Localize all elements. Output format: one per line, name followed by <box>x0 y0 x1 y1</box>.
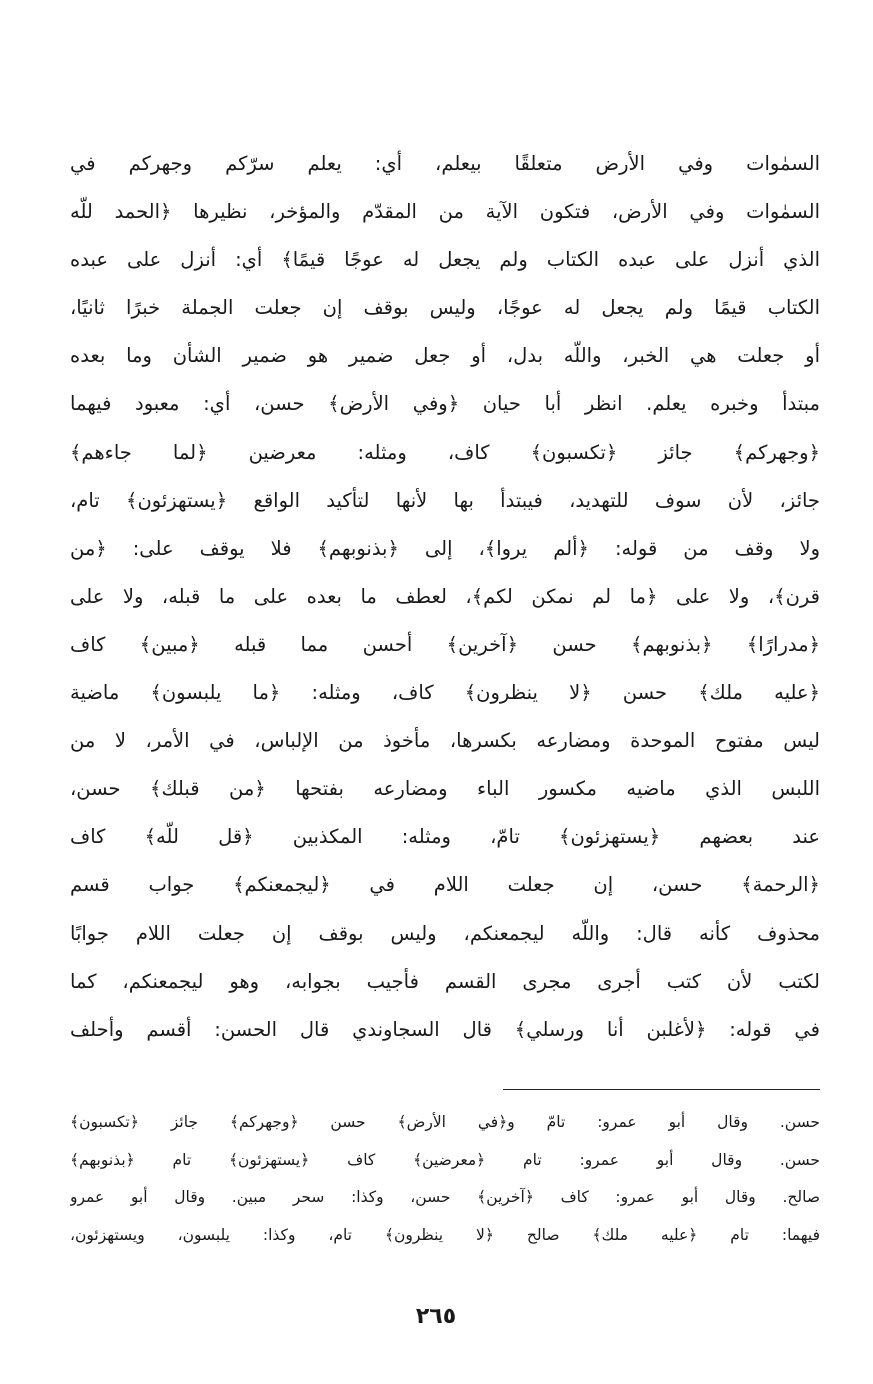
body-line: أو جعلت هي الخبر، واللّه بدل، أو جعل ضمير هو ضمير الشأن وما بعده <box>70 344 820 368</box>
body-line: الكتاب قيمًا ولم يجعل له عوجًا، وليس بوقف إن جعلت الجملة خبرًا ثانيًا، <box>70 296 820 320</box>
footnote-line: صالح. وقال أبو عمرو: كاف ﴿آخرين﴾ حسن، وكذا: سحر مبين. وقال أبو عمرو <box>70 1188 820 1206</box>
body-line: قرن﴾، ولا على ﴿ما لم نمكن لكم﴾، لعطف ما بعده على ما قبله، ولا على <box>70 584 820 608</box>
page-number: ٢٦٥ <box>415 1304 457 1329</box>
body-line: ﴿عليه ملك﴾ حسن ﴿لا ينظرون﴾ كاف، ومثله: ﴿ما يلبسون﴾ ماضية <box>70 681 820 705</box>
body-line: لكتب لأن كتب أجرى مجرى القسم فأجيب بجوابه، وهو ليجمعنكم، كما <box>70 969 820 993</box>
body-line: السمٰوات وفي الأرض، فتكون الآية من المقدّم والمؤخر، نظيرها ﴿الحمد للّه <box>70 200 820 224</box>
body-line: ﴿مدرارًا﴾ ﴿بذنوبهم﴾ حسن ﴿آخرين﴾ أحسن مما قبله ﴿مبين﴾ كاف <box>70 632 820 656</box>
body-line: الذي أنزل على عبده الكتاب ولم يجعل له عوجًا قيمًا﴾ أي: أنزل على عبده <box>70 248 820 272</box>
body-line: ﴿وجهركم﴾ جائز ﴿تكسبون﴾ كاف، ومثله: معرضين ﴿لما جاءهم﴾ <box>70 440 820 464</box>
body-line: اللبس الذي ماضيه مكسور الباء ومضارعه بفتحها ﴿من قبلك﴾ حسن، <box>70 777 820 801</box>
body-line: عند بعضهم ﴿يستهزئون﴾ تامّ، ومثله: المكذبين ﴿قل للّه﴾ كاف <box>70 825 820 849</box>
body-line: ولا وقف من قوله: ﴿ألم يروا﴾، إلى ﴿بذنوبهم﴾ فلا يوقف على: ﴿من <box>70 536 820 560</box>
footnote-divider <box>503 1089 820 1090</box>
body-line: ليس مفتوح الموحدة ومضارعه بكسرها، مأخوذ من الإلباس، في الأمر، لا من <box>70 729 820 753</box>
body-line: جائز، لأن سوف للتهديد، فيبتدأ بها لأنها لتأكيد الواقع ﴿يستهزئون﴾ تام، <box>70 488 820 512</box>
footnotes-block <box>70 1104 820 1254</box>
footnote-line: حسن. وقال أبو عمرو: تامّ و﴿في الأرض﴾ حسن ﴿وجهركم﴾ جائز ﴿تكسبون﴾ <box>70 1113 820 1131</box>
footnote-line: حسن. وقال أبو عمرو: تام ﴿معرضين﴾ كاف ﴿يستهزئون﴾ تام ﴿بذنوبهم﴾ <box>70 1150 820 1169</box>
footnote-line: فيهما: تام ﴿عليه ملك﴾ صالح ﴿لا ينظرون﴾ تام، وكذا: يلبسون، ويستهزئون، <box>70 1225 820 1244</box>
body-line: السمٰوات وفي الأرض متعلقًا بيعلم، أي: يعلم سرّكم وجهركم في <box>70 152 820 175</box>
main-text-block <box>70 140 820 1054</box>
body-line: محذوف كأنه قال: واللّه ليجمعنكم، وليس بوقف إن جعلت اللام جوابًا <box>70 921 820 945</box>
body-line: في قوله: ﴿لأغلبن أنا ورسلي﴾ قال السجاوندي قال الحسن: أقسم وأحلف <box>70 1017 820 1041</box>
body-line: مبتدأ وخبره يعلم. انظر أبا حيان ﴿وفي الأرض﴾ حسن، أي: معبود فيهما <box>70 392 820 416</box>
body-line: ﴿الرحمة﴾ حسن، إن جعلت اللام في ﴿ليجمعنكم﴾ جواب قسم <box>70 873 820 897</box>
